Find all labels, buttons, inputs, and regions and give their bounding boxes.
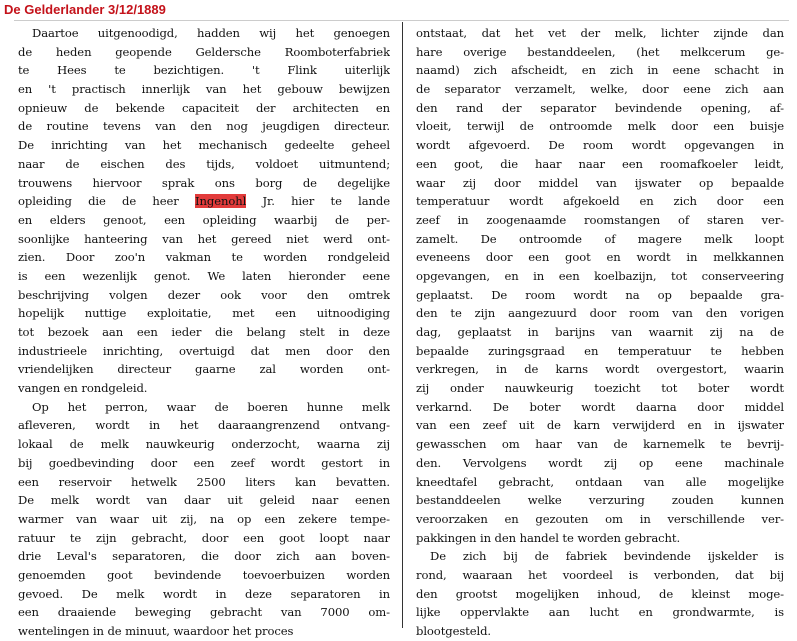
text-line: afleveren, wordt in het daaraangrenzend ontvang- [18, 418, 390, 433]
text-line: verkarnd. De boter wordt daarna door middel [416, 399, 784, 414]
text-line: rond, waaraan het voordeel is verbonden, dat bij [416, 567, 784, 582]
text-line: zij onder nauwkeurig toezicht tot boter wordt [416, 381, 784, 396]
text-line: van een zeef uit de karn verwijderd en in ijswater [416, 418, 784, 433]
text-line: veroorzaken en gezouten om in verschillende ver- [416, 511, 784, 526]
text-line: is een wezenlijk genot. We laten hieronder eene [18, 268, 390, 283]
text-line: zien. Door zoo'n vakman te worden rondgeleid [18, 250, 390, 265]
text-line: Daartoe uitgenoodigd, hadden wij het genoegen [32, 26, 390, 40]
text-line: zeef in zoogenaamde roomstangen of staren ver- [416, 212, 784, 227]
text-line: genoemden goot bevindende toevoerbuizen worden [18, 567, 390, 582]
text-line: trouwens hiervoor sprak ons borg de degelijke [18, 175, 390, 190]
text-line: blootgesteld. [416, 624, 492, 638]
text-line: zamelt. De ontroomde of magere melk loopt [416, 231, 784, 246]
text-line: naamd) zich afscheidt, en zich in eene schacht in [416, 63, 784, 78]
text-line: ratuur te zijn gebracht, door een goot loopt naar [18, 530, 390, 545]
article-column-right [416, 24, 784, 641]
text-line: te Hees te bezichtigen. 't Flink uiterlijk [18, 63, 390, 78]
text-line: den grootst mogelijken inhoud, de kleinst moge- [416, 586, 784, 601]
text-line: Op het perron, waar de boeren hunne melk [32, 399, 390, 414]
text-line: De melk wordt van daar uit geleid naar eenen [18, 493, 390, 508]
column-divider [402, 22, 403, 628]
text-line: vangen en rondgeleid. [18, 381, 148, 396]
top-rule [14, 20, 789, 21]
text-line: opleiding die de heer Ingenohl Jr. hier te lande [18, 194, 390, 209]
text-line: verkregen, in de karns wordt overgestort, waarin [416, 362, 784, 377]
text-line: gewasschen om haar van de karnemelk te bevrij- [416, 437, 784, 452]
text-line: en 't practisch innerlijk van het gebouw bewijzen [18, 82, 390, 97]
text-line: den. Vervolgens wordt zij op eene machinale [416, 455, 784, 470]
article-column-left [18, 24, 390, 641]
text-line: naar de eischen des tijds, voldoet uitmuntend; [18, 156, 390, 171]
text-line: hopelijk nuttige exploitatie, met een uitnoodiging [18, 306, 390, 321]
text-line: hare overige bestanddeelen, (het melkcerum ge- [416, 44, 784, 59]
text-line: tot bezoek aan een ieder die belang stelt in deze [18, 325, 390, 339]
text-line: den te zijn aangezuurd door room van den vorigen [416, 306, 784, 321]
text-line: waar zij door middel van ijswater op bepaalde [416, 175, 784, 190]
text-line: bepaalde zuringsgraad en temperatuur te hebben [416, 343, 784, 358]
newspaper-masthead: De Gelderlander 3/12/1889 [4, 2, 166, 17]
text-line: dag, geplaatst in barijns van waarnit zij na de [416, 325, 784, 339]
text-line: wordt afgevoerd. De room wordt opgevangen in [416, 138, 784, 153]
highlighted-name: Ingenohl [195, 194, 247, 209]
text-line: drie Leval's separatoren, die door zich aan boven- [18, 549, 390, 564]
text-line: en elders genoot, een opleiding waarbij de per- [18, 212, 390, 227]
text-line: ontstaat, dat het vet der melk, lichter zijnde dan [416, 26, 784, 40]
text-line: geplaatst. De room wordt na op bepaalde gra- [416, 287, 784, 302]
text-line: de heden geopende Geldersche Roomboterfabriek [18, 44, 390, 59]
text-line: soonlijke hanteering van het gereed niet werd ont- [18, 231, 390, 246]
text-line: opnieuw de bekende capaciteit der architecten en [18, 100, 390, 115]
text-line: een reservoir hetwelk 2500 liters kan bevatten. [18, 474, 390, 489]
text-line: de separator verzamelt, welke, door eene zich aan [416, 82, 784, 97]
text-line: industrieele inrichting, overtuigd dat men door den [18, 343, 390, 358]
text-line: beschrijving volgen dezer ook voor den omtrek [18, 287, 390, 302]
text-line: den rand der separator bevindende opening, af- [416, 100, 784, 115]
text-line: temperatuur wordt afgekoeld en zich door een [416, 194, 784, 209]
text-line: gevoed. De melk wordt in deze separatoren in [18, 586, 390, 601]
text-line: een goot, die haar naar een roomafkoeler leidt, [416, 156, 784, 171]
text-line: bij goedbevinding door een zeef wordt gestort in [18, 455, 390, 470]
text-line: pakkingen in den handel te worden gebracht. [416, 530, 681, 545]
text-line: eveneens door een goot en wordt in melkkannen [416, 250, 784, 265]
text-line: lokaal de melk nauwkeurig onderzocht, waarna zij [18, 437, 390, 452]
text-line: bestanddeelen welke verzuring zouden kunnen [416, 493, 784, 508]
text-line: vriendelijken directeur gaarne zal worden ont- [18, 362, 390, 377]
text-line: De inrichting van het mechanisch gedeelte geheel [18, 138, 390, 153]
text-line: opgevangen, en in een koelbazijn, tot conserveering [416, 268, 784, 283]
text-line: De zich bij de fabriek bevindende ijskelder is [430, 549, 784, 564]
text-line: kneedtafel gebracht, ontdaan van alle mogelijke [416, 474, 784, 489]
text-line: de routine tevens van den nog jeugdigen directeur. [18, 119, 390, 134]
text-line: vloeit, terwijl de ontroomde melk door een buisje [416, 119, 784, 134]
text-line: warmer van waar uit zij, na op een zekere tempe- [18, 511, 390, 526]
text-line: een draaiende beweging gebracht van 7000 om- [18, 605, 390, 620]
text-line: wentelingen in de minuut, waardoor het proces [18, 624, 294, 638]
text-line: lijke oppervlakte aan lucht en grondwarmte, is [416, 605, 784, 620]
